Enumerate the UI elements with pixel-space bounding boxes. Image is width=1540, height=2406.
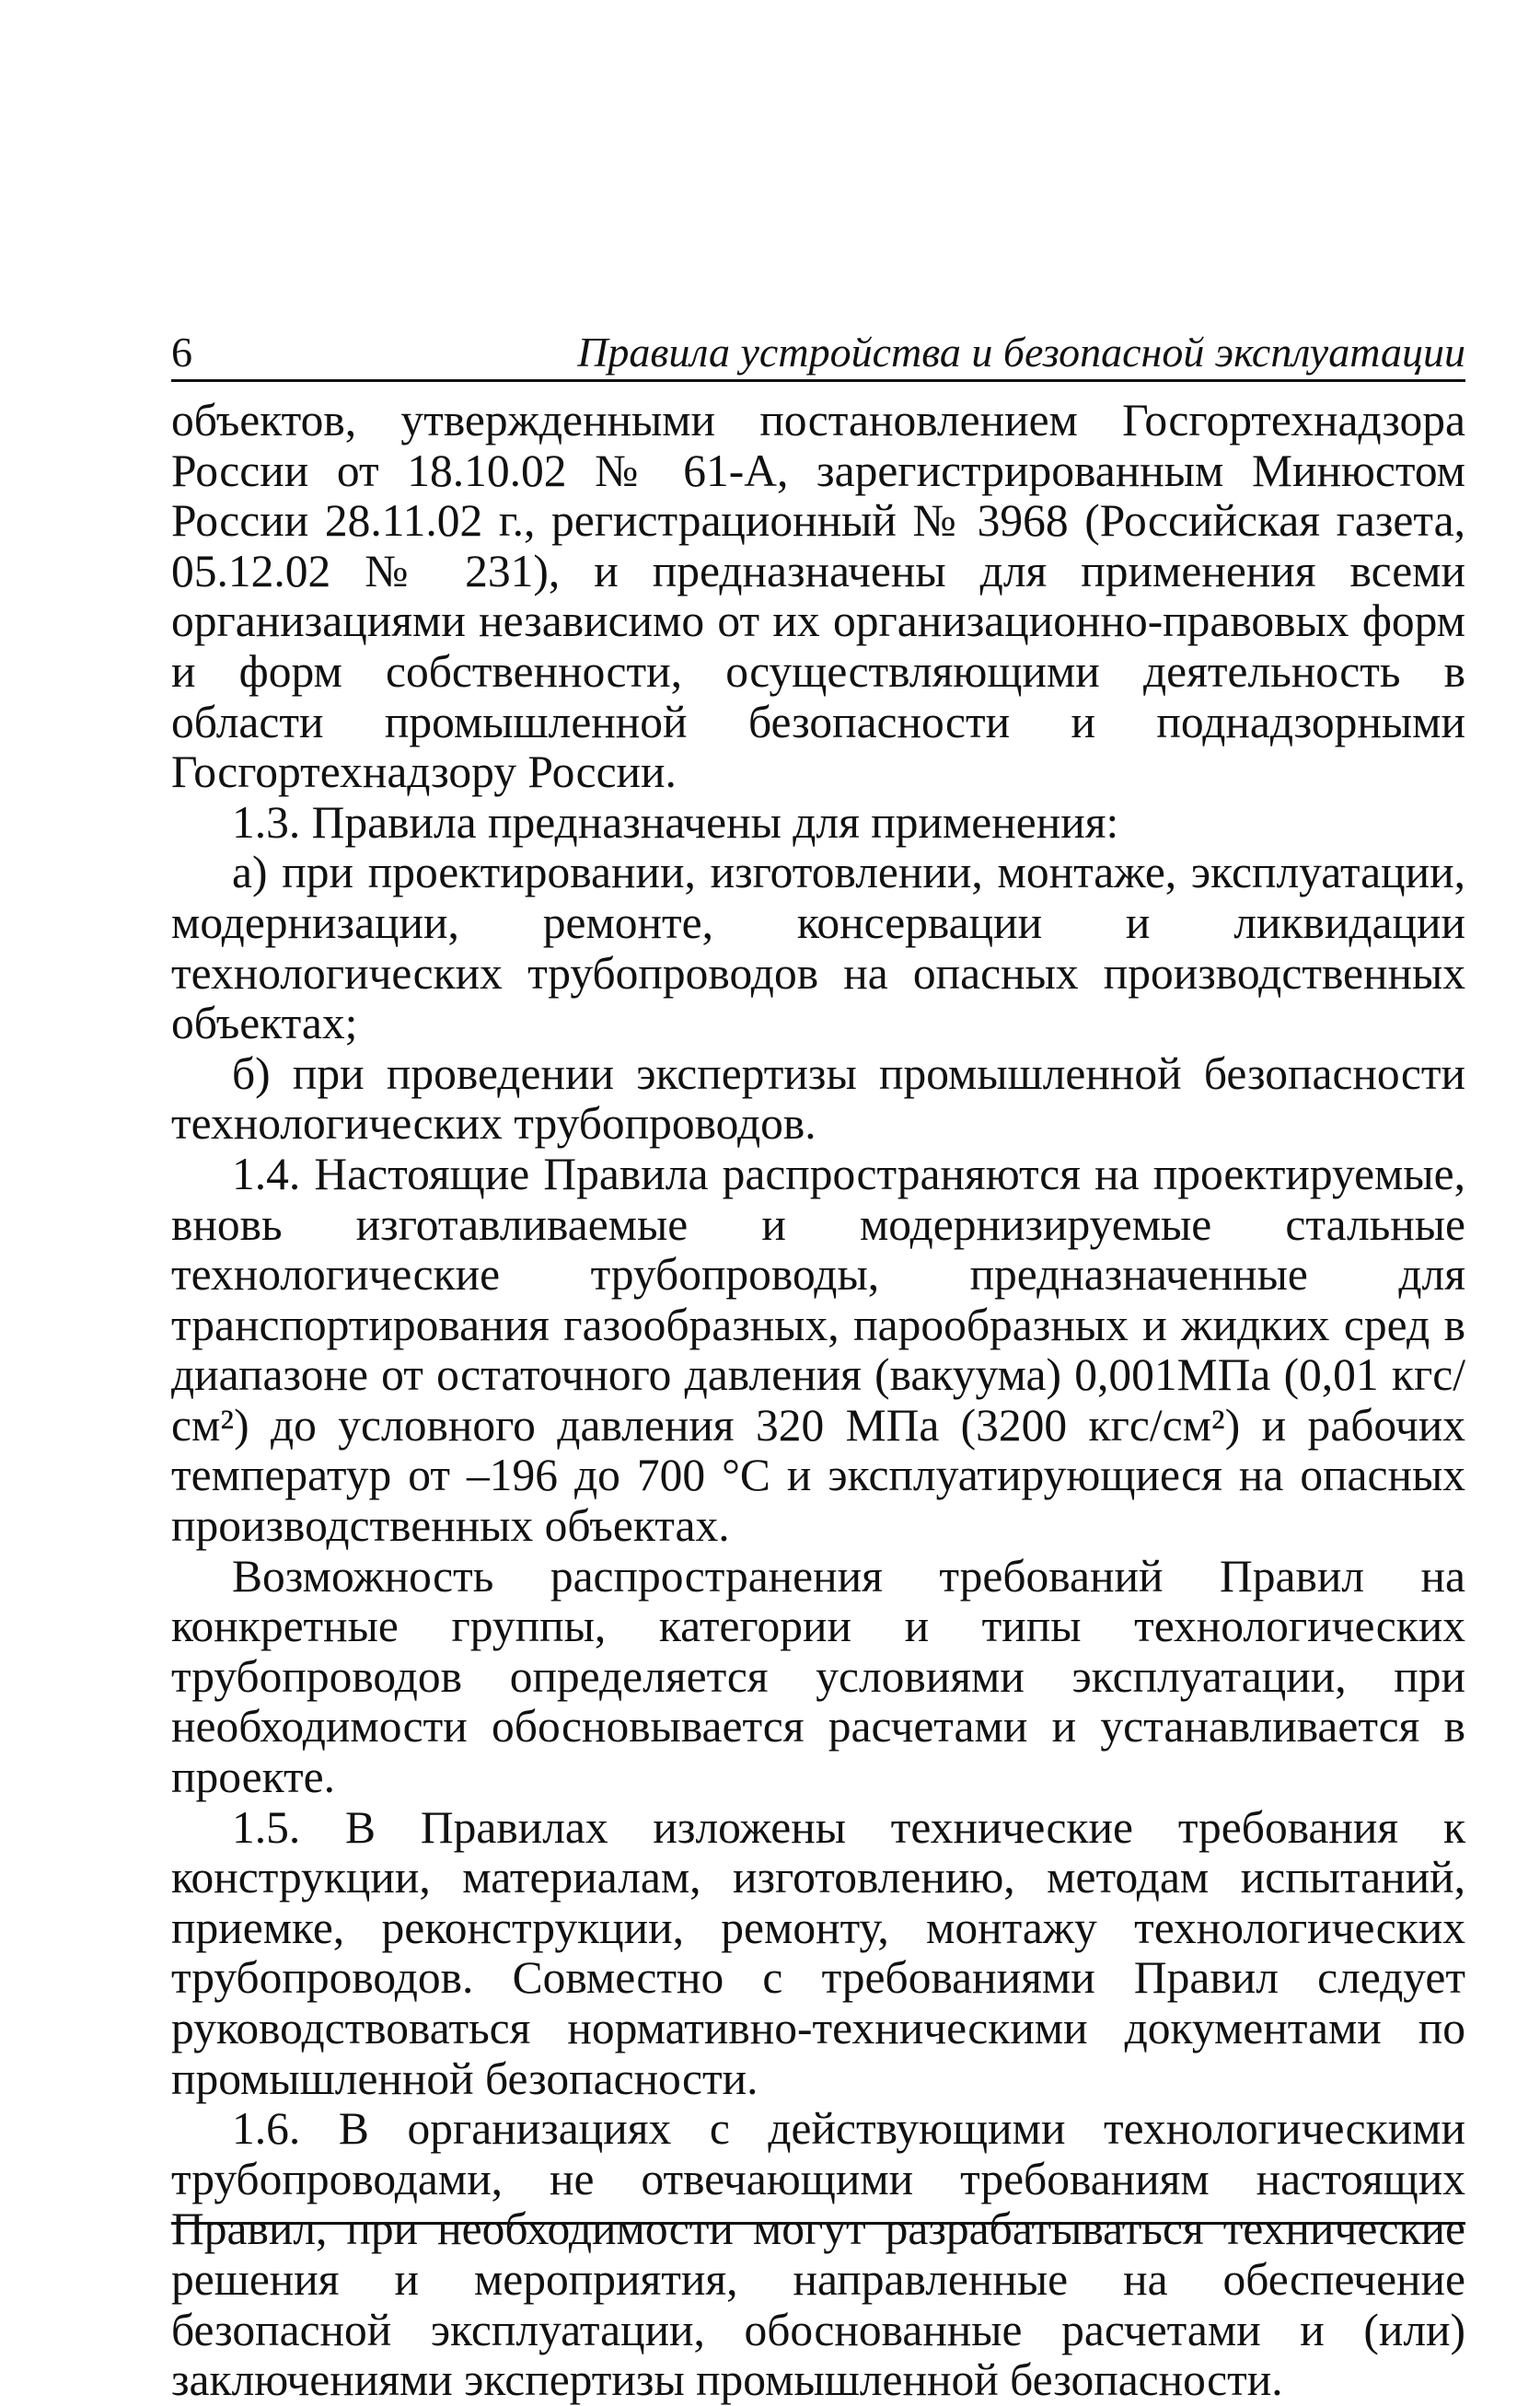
- page-number: 6: [171, 329, 192, 376]
- paragraph-1-4-applicability: Возможность распространения требований Правил на конкретные группы, категории и типы технологических трубопроводов определяется условиями эксплуатации, при необходимости обосновывается расчетами и устанавливается в проекте.: [171, 1550, 1465, 1803]
- running-head-title: Правила устройства и безопасной эксплуатации: [577, 329, 1465, 376]
- paragraph-1-5: 1.5. В Правилах изложены технические требования к конструкции, материалам, изготовлению, методам испытаний, приемке, реконструкции, ремонту, монтажу технологических трубопроводов. Совместно с требованиями Правил следует руководствоваться нормативно-техническими документами по промышленной безопасности.: [171, 1801, 1465, 2104]
- paragraph-1-3: 1.3. Правила предназначены для применения:: [232, 796, 1119, 848]
- paragraph-continuation: объектов, утвержденными постановлением Госгортехнадзора России от 18.10.02 № 61-А, зарегистрированным Минюстом России 28.11.02 г., регистрационный № 3968 (Российская газета, 05.12.02 № 231), и предназначены для применения всеми организациями независимо от их организационно-правовых форм и форм собственности, осуществляющими деятельность в области промышленной безопасности и поднадзорными Госгортехнадзору России.: [171, 395, 1465, 798]
- paragraph-1-3-b: б) при проведении экспертизы промышленной безопасности технологических трубопроводов.: [171, 1047, 1465, 1150]
- footer-rule: [171, 2222, 1465, 2225]
- body-text: [171, 396, 1465, 2406]
- paragraph-1-6: 1.6. В организациях с действующими технологическими трубопроводами, не отвечающими требованиям настоящих Правил, при необходимости могут разрабатываться технические решения и мероприятия, направленные на обеспечение безопасной эксплуатации, обоснованные расчетами и (или) заключениями экспертизы промышленной безопасности.: [171, 2103, 1465, 2406]
- paragraph-1-4: 1.4. Настоящие Правила распространяются на проектируемые, вновь изготавливаемые и модернизируемые стальные технологические трубопроводы, предназначенные для транспортирования газообразных, парообразных и жидких сред в диапазоне от остаточного давления (вакуума) 0,001МПа (0,01 кгс/см²) до условного давления 320 МПа (3200 кгс/см²) и рабочих температур от –196 до 700 °С и эксплуатирующиеся на опасных производственных объектах.: [171, 1148, 1465, 1552]
- running-head: [171, 322, 1465, 382]
- paragraph-1-3-a: а) при проектировании, изготовлении, монтаже, эксплуатации, модернизации, ремонте, консервации и ликвидации технологических трубопроводов на опасных производственных объектах;: [171, 847, 1465, 1049]
